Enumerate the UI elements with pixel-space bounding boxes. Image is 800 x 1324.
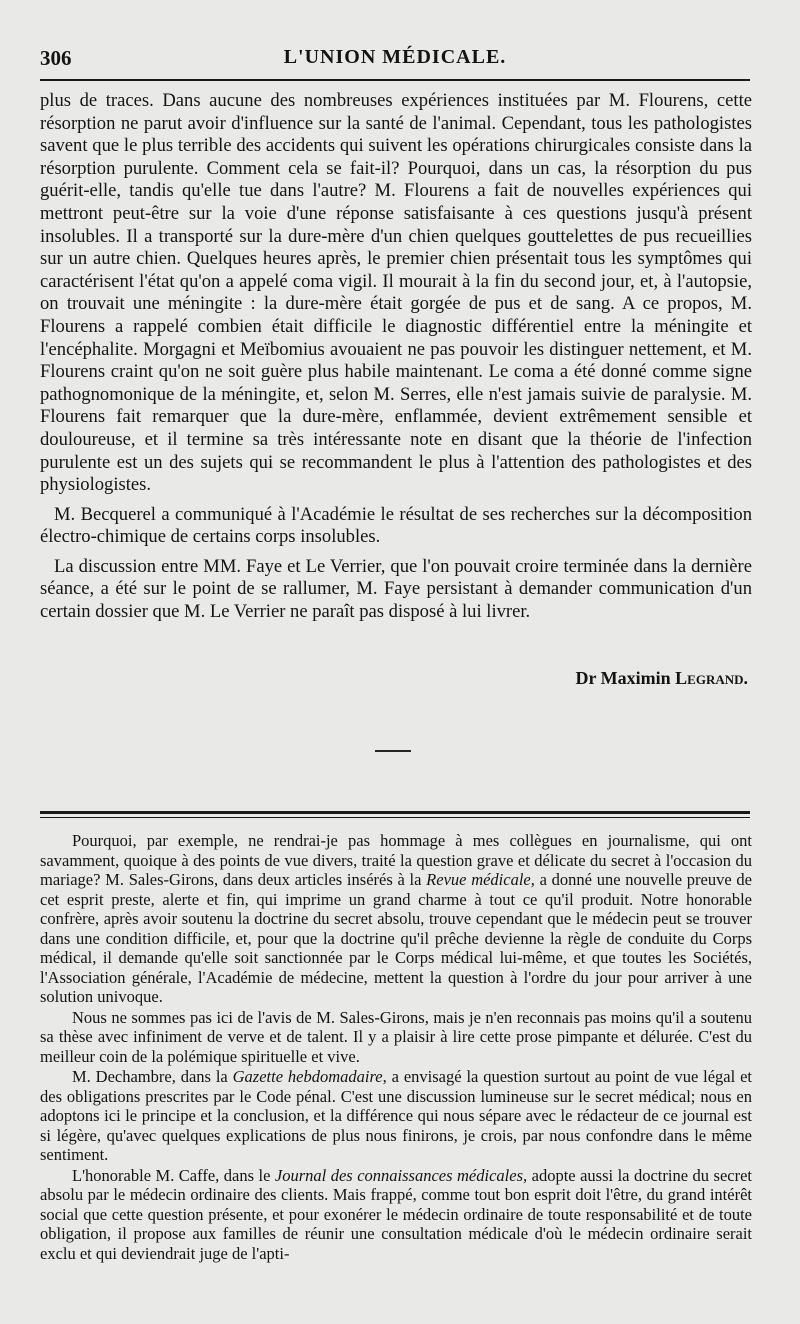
paragraph-becquerel: M. Becquerel a communiqué à l'Académie le résultat de ses recherches sur la décomposition électro-chimique de certains corps insolubles.	[40, 503, 752, 548]
signature-name: Maximin	[600, 668, 671, 688]
text-run: adopte aussi la doctrine du secret absolu par le médecin ordinaire des clients. Mais frappé, comme tout bon esprit doit l'être, du grand intérêt social que cette question présente, et pour exonérer le médecin ordinaire de toute responsabilité et de toute obligation, il propose aux familles de réunir une consultation médicale d'où le médecin ordinaire serait exclu et qui deviendrait juge de l'apti-	[40, 1165, 752, 1263]
journal-title-revue-medicale: Revue médicale,	[426, 870, 535, 889]
feuilleton-section	[40, 831, 752, 1263]
journal-title-gazette: Gazette hebdomadaire	[232, 1067, 383, 1086]
text-run: Pourquoi, par exemple, ne rendrai-je pas hommage à mes collègues en journalisme, qui ont savamment, quoique à des points de vue divers, traité la question grave et délicate du secret à l'occasion du mariage? M. Sales-Girons, dans deux articles insérés à la	[40, 831, 752, 889]
page-header	[40, 46, 750, 72]
author-signature	[40, 668, 748, 689]
running-title: L'UNION MÉDICALE.	[283, 46, 507, 68]
paragraph-dechambre	[40, 1067, 752, 1165]
paragraph-verve: Nous ne sommes pas ici de l'avis de M. Sales-Girons, mais je n'en reconnais pas moins qu'il a soutenu sa thèse avec infiniment de verve et de talent. Il y a plaisir à lire cette prose pimpante et délurée. C'est du meilleur coin de la polémique spirituelle et vive.	[40, 1007, 752, 1066]
header-rule	[40, 79, 750, 81]
section-end-rule	[375, 750, 411, 752]
page-number: 306	[40, 46, 72, 70]
text-run: M. Dechambre, dans la	[72, 1067, 233, 1086]
feuilleton-rule-thin	[40, 817, 750, 818]
feuilleton-rule-thick	[40, 811, 750, 814]
text-run: a donné une nouvelle preuve de cet esprit preste, alerte et fin, qui imprime un grand charme à tout ce qu'il produit. Notre honorable confrère, après avoir soutenu la doctrine du secret absolu, trouve cependant que le médecin peut se trouver dans une condition difficile, et, pour que la doctrine qu'il prêche devienne la règle de conduite du Corps médical, il demande qu'elle soit sanctionnée par le Corps médical lui-même, et que toutes les Sociétés, l'Association générale, l'Académie de médecine, mettent la question à l'ordre du jour pour arriver à une solution univoque.	[40, 870, 753, 1006]
signature-surname: Legrand.	[675, 668, 748, 688]
journal-title-connaissances: Journal des connaissances médicales,	[274, 1165, 528, 1185]
paragraph-caffe	[40, 1166, 752, 1264]
paragraph-sales-girons	[40, 831, 752, 1007]
text-run: L'honorable M. Caffe, dans le	[72, 1165, 275, 1185]
paragraph-faye-le-verrier: La discussion entre MM. Faye et Le Verrier, que l'on pouvait croire terminée dans la dernière séance, a été sur le point de se rallumer, M. Faye persistant à demander communication d'un certain dossier que M. Le Verrier ne paraît pas disposé à lui livrer.	[40, 555, 752, 623]
signature-title: Dr	[575, 668, 597, 688]
text-run: , a envisagé la question surtout au point de vue légal et des obligations prescrites par le Code pénal. C'est une discussion lumineuse sur le secret médical; nous en adoptons ici le principe et la conclusion, et la différence qui nous sépare avec le rédacteur de ce journal est si légère, qu'avec quelques explications de plus nous finirons, je crois, par nous confondre dans le même sentiment.	[40, 1067, 752, 1164]
paragraph-flourens: plus de traces. Dans aucune des nombreuses expériences instituées par M. Flourens, cette résorption ne parut avoir d'influence sur la santé de l'animal. Cependant, tous les pathologistes savent que le plus terrible des accidents qui suivent les opérations chirurgicales consiste dans la résorption purulente. Comment cela se fait-il? Pourquoi, dans un cas, la résorption du pus guérit-elle, tandis qu'elle tue dans l'autre? M. Flourens a fait de nouvelles expériences qui mettront peut-être sur la voie d'une réponse satisfaisante à ces questions jusqu'à présent insolubles. Il a transporté sur la dure-mère d'un chien quelques gouttelettes de pus recueillies sur un autre chien. Quelques heures après, le premier chien présentait tous les symptômes qui caractérisent l'état qu'on a appelé coma vigil. Il mourait à la fin du second jour, et, à l'autopsie, on trouvait une méningite : la dure-mère était gorgée de pus et de sang. A ce propos, M. Flourens a rappelé combien était difficile le diagnostic différentiel entre la méningite et l'encéphalite. Morgagni et Meïbomius avouaient ne pas pouvoir les distinguer nettement, et M. Flourens craint qu'on ne soit guère plus habile maintenant. Le coma a été donné comme signe pathognomonique de la méningite, et, selon M. Serres, elle n'est jamais suivie de paralysie. M. Flourens fait remarquer que la dure-mère, enflammée, devient extrêmement sensible et douloureuse, et il termine sa très intéressante note en disant que la théorie de l'infection purulente est un des sujets qui se recommandent le plus à l'attention des pathologistes et des physiologistes.	[40, 90, 752, 496]
academy-report-section	[40, 90, 752, 624]
